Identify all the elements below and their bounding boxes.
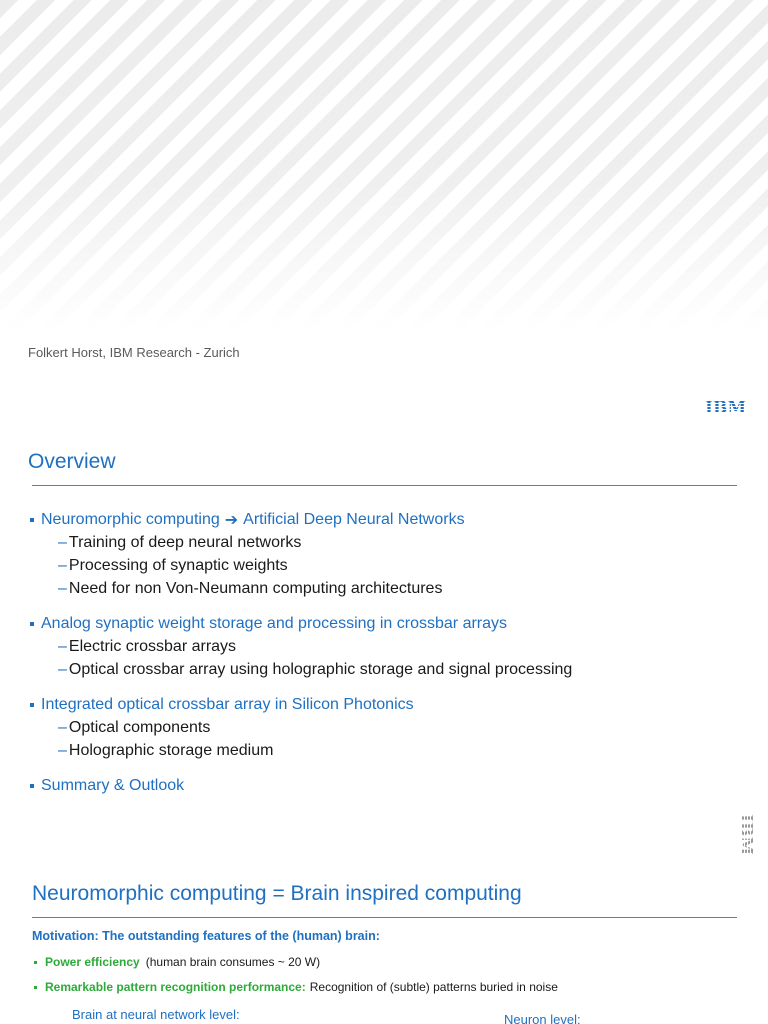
dash-icon: – xyxy=(58,742,67,759)
neuromorphic-title-rule xyxy=(32,917,737,918)
dash-icon: – xyxy=(58,638,67,655)
neuron-level-heading: Neuron level: xyxy=(504,1012,581,1024)
sub-bullet-text: Training of deep neural networks xyxy=(68,534,302,551)
bullet-neuromorphic xyxy=(30,508,750,531)
sub-bullet-text: Processing of synaptic weights xyxy=(68,557,288,574)
sub-bullet-text: Optical crossbar array using holographic storage and signal processing xyxy=(68,661,573,678)
bullet-power-efficiency xyxy=(34,955,320,969)
sub-bullet-text: Optical components xyxy=(68,719,211,736)
bullet-text: Summary & Outlook xyxy=(41,777,185,794)
motivation-heading: Motivation: The outstanding features of the (human) brain: xyxy=(32,929,380,943)
bullet-label: Remarkable pattern recognition performance: xyxy=(45,980,306,994)
sub-bullet-text: Electric crossbar arrays xyxy=(68,638,237,655)
dash-icon: – xyxy=(58,557,67,574)
title-slide-fade xyxy=(0,0,768,330)
sub-bullet xyxy=(30,739,750,762)
sub-bullet xyxy=(30,554,750,577)
author-line: Folkert Horst, IBM Research - Zurich xyxy=(28,345,240,360)
bullet-integrated xyxy=(30,693,750,716)
neuromorphic-title: Neuromorphic computing = Brain inspired computing xyxy=(32,882,522,905)
bullet-text: Recognition of (subtle) patterns buried in noise xyxy=(309,980,558,994)
bullet-square-icon xyxy=(30,622,34,626)
sub-bullet xyxy=(30,658,750,681)
dash-icon: – xyxy=(58,534,67,551)
bullet-square-icon xyxy=(34,961,37,964)
bullet-text: Artificial Deep Neural Networks xyxy=(243,511,465,528)
overview-bullet-list xyxy=(30,508,750,797)
bullet-text: (human brain consumes ~ 20 W) xyxy=(145,955,321,969)
overview-title: Overview xyxy=(28,450,116,473)
brain-level-heading: Brain at neural network level: xyxy=(72,1007,240,1022)
ibm-logo: IBM xyxy=(705,398,749,418)
sub-bullet-text: Need for non Von-Neumann computing architectures xyxy=(68,580,443,597)
arrow-right-icon: ➔ xyxy=(224,510,239,529)
bullet-square-icon xyxy=(30,784,34,788)
bullet-text: Neuromorphic computing xyxy=(41,511,220,528)
sub-bullet-text: Holographic storage medium xyxy=(68,742,274,759)
bullet-square-icon xyxy=(34,986,37,989)
bullet-square-icon xyxy=(30,518,34,522)
sub-bullet xyxy=(30,531,750,554)
sub-bullet xyxy=(30,577,750,600)
bullet-pattern-recognition xyxy=(34,980,558,994)
dash-icon: – xyxy=(58,719,67,736)
dash-icon: – xyxy=(58,661,67,678)
dash-icon: – xyxy=(58,580,67,597)
bullet-summary xyxy=(30,774,750,797)
sub-bullet xyxy=(30,635,750,658)
bullet-square-icon xyxy=(30,703,34,707)
bullet-label: Power efficiency xyxy=(45,955,140,969)
bullet-text: Integrated optical crossbar array in Silicon Photonics xyxy=(41,696,414,713)
ibm-logo-vertical: IBM xyxy=(736,814,756,858)
overview-title-rule xyxy=(32,485,737,486)
sub-bullet xyxy=(30,716,750,739)
bullet-analog xyxy=(30,612,750,635)
bullet-text: Analog synaptic weight storage and processing in crossbar arrays xyxy=(41,615,508,632)
